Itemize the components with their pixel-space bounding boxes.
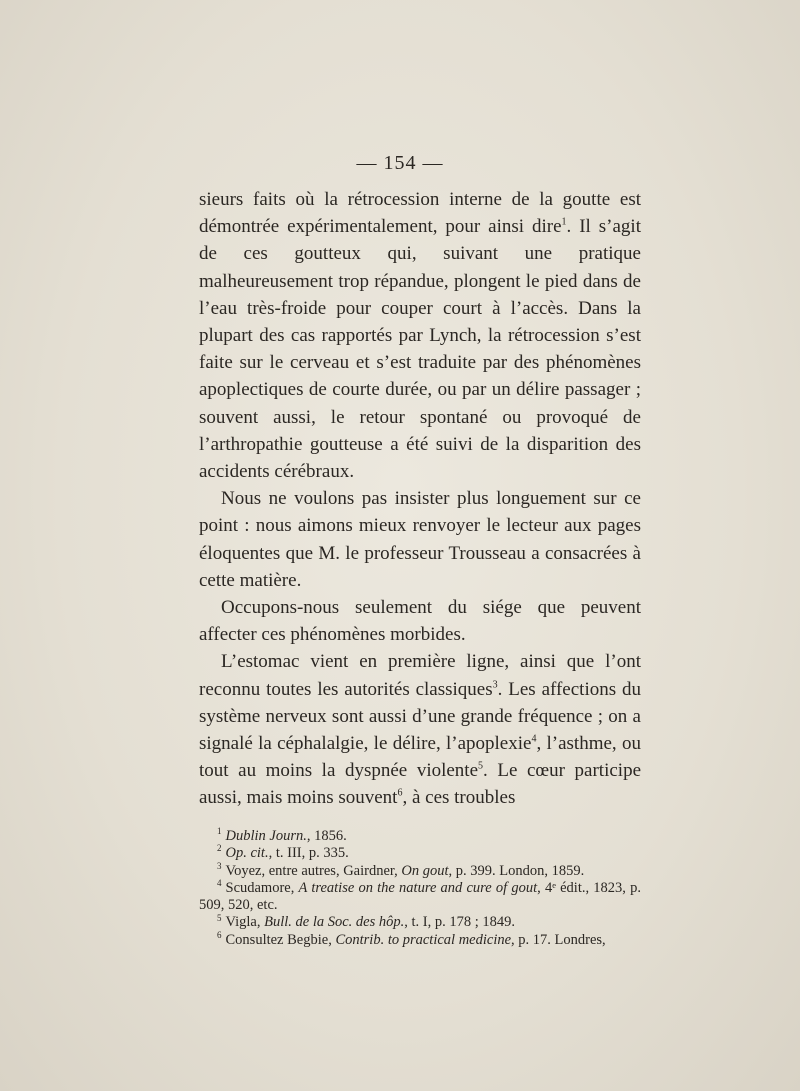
footnote-number: 4 — [217, 878, 222, 889]
footnote-reference: 3 — [492, 679, 498, 691]
footnote-title: Op. cit. — [225, 845, 269, 862]
footnote-title: Dublin Journ. — [225, 828, 307, 844]
footnote-number: 2 — [217, 843, 222, 854]
footnote-text: , 1856. — [306, 828, 347, 844]
footnote-text: Vigla, — [225, 914, 265, 931]
footnote-text: , p. 399. London, 1859. — [448, 862, 585, 879]
footnote-title: A treatise on the nature and cure of gout — [298, 879, 538, 896]
paragraph — [199, 485, 641, 594]
footnote-number: 3 — [217, 860, 222, 871]
footnote — [199, 845, 641, 862]
paragraph-text: Occupons-nous seulement du siége que peuvent affecter ces phénomènes morbides. — [199, 597, 641, 646]
paragraph — [199, 594, 641, 648]
body-text — [199, 186, 641, 812]
footnote-text: , t. III, p. 335. — [268, 845, 349, 862]
footnote — [199, 914, 641, 931]
paragraph-text: . Les affections du système nerveux sont aussi d’une grande fréquence ; on a signalé la céphalalgie, le délire, l’apoplexie — [199, 678, 641, 755]
footnote-reference: 6 — [397, 788, 403, 800]
footnote — [199, 828, 641, 845]
footnote-reference: 1 — [561, 216, 567, 228]
footnote-number: 6 — [217, 929, 222, 940]
footnote-title: On gout — [401, 862, 449, 879]
footnote-number: 5 — [217, 912, 222, 923]
footnote-title: Contrib. to practical medicine — [335, 931, 512, 948]
footnote-text: Voyez, entre autres, Gairdner, — [225, 862, 402, 879]
paragraph — [199, 648, 641, 811]
footnote-text: , p. 17. Londres, — [511, 931, 606, 948]
footnote — [199, 880, 641, 915]
footnote-reference: 5 — [478, 760, 484, 772]
paragraph — [199, 186, 641, 485]
footnote-text: , t. I, p. 178 ; 1849. — [404, 914, 516, 931]
paragraph-text: , à ces troubles — [402, 787, 516, 809]
paragraph-text: . Il s’agit de ces goutteux qui, suivant une pratique malheureusement trop répandue, plongent le pied dans de l’eau très-froide pour couper court à l’accès. Dans la plupart des cas rapportés par Lynch, la rétrocession s’est faite sur le cerveau et s’est traduite par des phénomènes apoplectiques de courte durée, ou par un délire passager ; souvent aussi, le retour spontané ou provoqué de l’arthropathie goutteuse a été suivi de la disparition des accidents cérébraux. — [199, 216, 641, 483]
footnote-text: , 4ᵉ édit., 1823, p. 509, 520, etc. — [199, 879, 641, 914]
paragraph-text: L’estomac vient en première ligne, ainsi que l’ont reconnu toutes les autorités classiques — [199, 651, 641, 700]
paragraph-text: . Le cœur participe aussi, mais moins souvent — [199, 760, 642, 809]
footnote-text: Scudamore, — [225, 879, 299, 896]
page-number: — 154 — — [356, 152, 444, 174]
paragraph-text: Nous ne voulons pas insister plus longuement sur ce point : nous aimons mieux renvoyer le lecteur aux pages éloquentes que M. le professeur Trousseau a consacrées à cette matière. — [199, 488, 641, 591]
footnote-text: Consultez Begbie, — [225, 931, 336, 948]
footnotes — [199, 828, 641, 949]
footnote — [199, 929, 641, 949]
footnote-number: 1 — [217, 826, 222, 837]
footnote-reference: 4 — [531, 733, 537, 745]
footnote — [199, 860, 641, 880]
footnote-title: Bull. de la Soc. des hôp. — [264, 914, 405, 931]
paragraph-text: , l’asthme, ou tout au moins la dyspnée violente — [199, 733, 641, 782]
paragraph-text: sieurs faits où la rétrocession interne de la goutte est démontrée expérimentalement, pour ainsi dire — [199, 189, 641, 238]
